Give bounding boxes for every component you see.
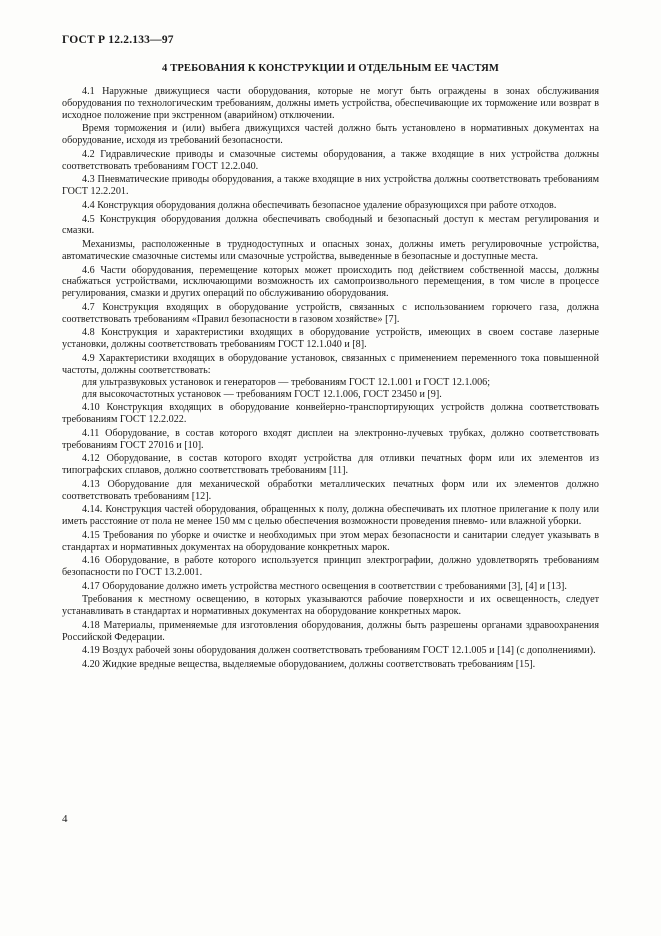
paragraph-4-5: 4.5 Конструкция оборудования должна обеспечивать свободный и безопасный доступ к местам регулирования и смазки. <box>62 213 599 237</box>
paragraph-4-8: 4.8 Конструкция и характеристики входящих в оборудование устройств, имеющих в своем составе лазерные установки, должны соответствовать требованиям ГОСТ 12.1.040 и [8]. <box>62 327 599 351</box>
list-item-ultrasonic: для ультразвуковых установок и генераторов — требованиям ГОСТ 12.1.001 и ГОСТ 12.1.006; <box>82 376 491 388</box>
paragraph-4-9: 4.9 Характеристики входящих в оборудование установок, связанных с применением переменного тока повышенной частоты, должны соответствовать: <box>62 352 599 376</box>
paragraph-4-15: 4.15 Требования по уборке и очистке и необходимых при этом мерах безопасности и санитарии следует указывать в стандартах и нормативных документах на оборудование конкретных марок. <box>62 529 599 553</box>
paragraph-4-17: 4.17 Оборудование должно иметь устройства местного освещения в соответствии с требованиями [3], [4] и [13]. <box>82 580 567 592</box>
paragraph-4-20: 4.20 Жидкие вредные вещества, выделяемые оборудованием, должны соответствовать требованиям [15]. <box>82 658 536 670</box>
paragraph-4-1: 4.1 Наружные движущиеся части оборудования, которые не могут быть ограждены в зонах обслуживания оборудования по технологическим требованиям, должны иметь устройства, обеспечивающие их торможение или возврат в исходное положение при экстренном (аварийном) отключении. <box>62 86 599 121</box>
paragraph-4-7: 4.7 Конструкция входящих в оборудование устройств, связанных с использованием горючего газа, должна соответствовать требованиям «Правил безопасности в газовом хозяйстве» [7]. <box>62 301 599 325</box>
paragraph-4-12: 4.12 Оборудование, в состав которого входят устройства для отливки печатных форм или их элементов из типографских сплавов, должно соответствовать требованиям [11]. <box>62 453 599 477</box>
paragraph-4-3: 4.3 Пневматические приводы оборудования, а также входящие в них устройства должны соответствовать требованиям ГОСТ 12.2.201. <box>62 174 599 198</box>
paragraph-4-19: 4.19 Воздух рабочей зоны оборудования должен соответствовать требованиям ГОСТ 12.1.005 и [14] (с дополнениями). <box>82 645 596 657</box>
paragraph-4-2: 4.2 Гидравлические приводы и смазочные системы оборудования, а также входящие в них устройства должны соответствовать требованиям ГОСТ 12.2.040. <box>62 148 599 172</box>
paragraph-4-13: 4.13 Оборудование для механической обработки металлических печатных форм или их элементов должно соответствовать требованиям [12]. <box>62 478 599 502</box>
page-number: 4 <box>62 813 68 825</box>
paragraph-4-18: 4.18 Материалы, применяемые для изготовления оборудования, должны быть разрешены органами здравоохранения Российской Федерации. <box>62 619 599 643</box>
body-text <box>62 86 599 673</box>
paragraph-local-lighting: Требования к местному освещению, в которых указываются рабочие поверхности и их освещенность, следует устанавливать в стандартах и нормативных документах на оборудование конкретных марок. <box>62 594 599 618</box>
paragraph-4-6: 4.6 Части оборудования, перемещение которых может происходить под действием собственной массы, должны снабжаться устройствами, исключающими возможность их самопроизвольного перемещения, в том числе в процессе регулирования, смазки и других операций по обслуживанию оборудования. <box>62 264 599 300</box>
paragraph-4-10: 4.10 Конструкция входящих в оборудование конвейерно-транспортирующих устройств должна соответствовать требованиям ГОСТ 12.2.022. <box>62 402 599 426</box>
paragraph-4-11: 4.11 Оборудование, в состав которого входят дисплеи на электронно-лучевых трубках, должно соответствовать требованиям ГОСТ 27016 и [10]. <box>62 427 599 451</box>
paragraph-4-4: 4.4 Конструкция оборудования должна обеспечивать безопасное удаление образующихся при работе отходов. <box>82 199 557 211</box>
paragraph-4-16: 4.16 Оборудование, в работе которого используется принцип электрографии, должно удовлетворять требованиям безопасности по ГОСТ 13.2.001. <box>62 555 599 579</box>
paragraph-mechanisms: Механизмы, расположенные в труднодоступных и опасных зонах, должны иметь регулировочные устройства, автоматические смазочные системы или смазочные устройства, выведенные в безопасные и доступные места. <box>62 239 599 262</box>
list-item-high-frequency: для высокочастотных установок — требованиям ГОСТ 12.1.006, ГОСТ 23450 и [9]. <box>82 388 442 400</box>
document-code-header: ГОСТ Р 12.2.133—97 <box>62 34 174 46</box>
section-title: 4 ТРЕБОВАНИЯ К КОНСТРУКЦИИ И ОТДЕЛЬНЫМ ЕЕ ЧАСТЯМ <box>162 63 499 74</box>
paragraph-braking-time: Время торможения и (или) выбега движущихся частей должно быть установлено в нормативных документах на оборудование, исходя из требований безопасности. <box>62 123 599 147</box>
paragraph-4-14: 4.14. Конструкция частей оборудования, обращенных к полу, должна обеспечивать их плотное прилегание к полу или иметь расстояние от пола не менее 150 мм с целью обеспечения возможности проведения пневмо- или влажной уборки. <box>62 504 599 528</box>
